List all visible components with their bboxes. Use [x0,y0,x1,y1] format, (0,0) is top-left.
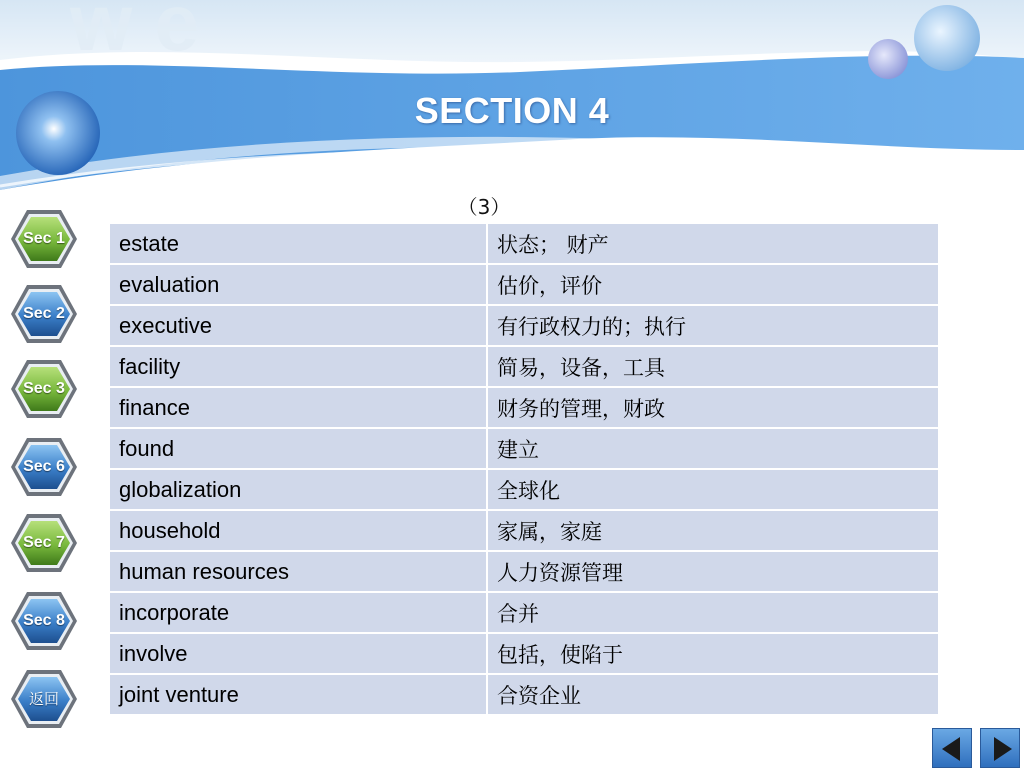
nav-label: Sec 3 [23,380,65,397]
table-row [109,674,939,715]
table-row [109,428,939,469]
sec-6-button[interactable] [9,436,79,498]
english-term: estate [109,223,487,264]
chinese-translation: 包括，使陷于 [487,633,939,674]
sec-7-button[interactable] [9,512,79,574]
sec-3-button[interactable] [9,358,79,420]
chinese-translation: 建立 [487,428,939,469]
sec-8-button[interactable] [9,590,79,652]
english-term: involve [109,633,487,674]
english-term: household [109,510,487,551]
english-term: evaluation [109,264,487,305]
back-button[interactable] [9,668,79,730]
chinese-translation: 估价，评价 [487,264,939,305]
chinese-translation: 合资企业 [487,674,939,715]
triangle-right-icon [981,729,1021,769]
chinese-translation: 简易，设备，工具 [487,346,939,387]
slide-subtitle: （3） [457,195,511,219]
table-row [109,469,939,510]
chinese-translation: 家属，家庭 [487,510,939,551]
table-row [109,510,939,551]
table-row [109,551,939,592]
nav-label: Sec 1 [23,230,65,247]
nav-label: Sec 7 [23,534,65,551]
triangle-left-icon [933,729,973,769]
chinese-translation: 人力资源管理 [487,551,939,592]
table-row [109,305,939,346]
nav-label: Sec 6 [23,458,65,475]
english-term: joint venture [109,674,487,715]
table-row [109,387,939,428]
prev-slide-button[interactable] [932,728,972,768]
nav-label: Sec 8 [23,612,65,629]
english-term: finance [109,387,487,428]
sec-1-button[interactable] [9,208,79,270]
english-term: found [109,428,487,469]
chinese-translation: 合并 [487,592,939,633]
table-row [109,264,939,305]
table-row [109,592,939,633]
svg-text:w e: w e [70,0,199,67]
next-slide-button[interactable] [980,728,1020,768]
vocabulary-table [108,222,940,716]
sec-2-button[interactable] [9,283,79,345]
table-row [109,633,939,674]
chinese-translation: 财务的管理，财政 [487,387,939,428]
table-row [109,223,939,264]
english-term: human resources [109,551,487,592]
english-term: incorporate [109,592,487,633]
nav-label: 返回 [28,690,59,708]
table-row [109,346,939,387]
chinese-translation: 全球化 [487,469,939,510]
english-term: facility [109,346,487,387]
chinese-translation: 状态； 财产 [487,223,939,264]
nav-label: Sec 2 [23,305,65,322]
english-term: executive [109,305,487,346]
chinese-translation: 有行政权力的；执行 [487,305,939,346]
slide-title: SECTION 4 [414,90,610,131]
english-term: globalization [109,469,487,510]
